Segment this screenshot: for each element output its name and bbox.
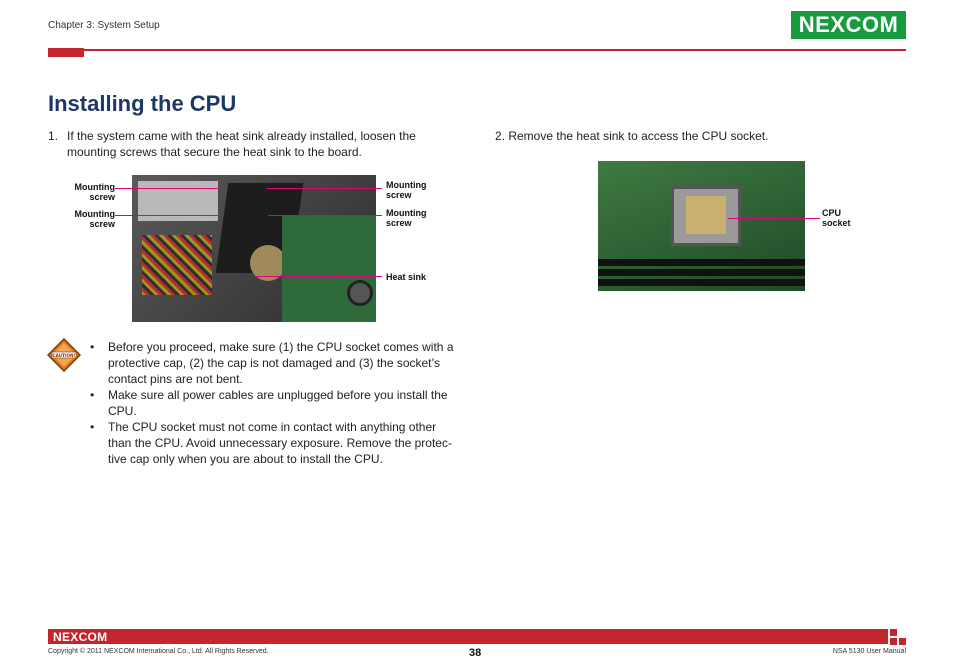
step-1-number: 1.: [48, 129, 59, 143]
page-title: Installing the CPU: [48, 91, 237, 116]
footer-logo: NEXCOM: [53, 630, 108, 644]
callout-mounting-screw-right-top: Mounting screw: [386, 180, 427, 200]
callout-line: [728, 218, 820, 219]
copyright: Copyright © 2011 NEXCOM International Co., Ltd. All Rights Reserved.: [48, 648, 269, 655]
logo-text: NEXCOM: [798, 12, 899, 37]
nexcom-logo: [791, 11, 906, 39]
callout-mounting-screw-left-top: Mounting screw: [74, 182, 115, 202]
callout-line: [266, 188, 382, 189]
manual-name: NSA 5130 User Manual: [832, 648, 906, 655]
footer-bar: [48, 629, 888, 644]
callout-line: [115, 215, 221, 216]
footer-square: [890, 638, 897, 645]
header-rule: [84, 49, 906, 51]
heat-sink-photo: [132, 175, 376, 322]
callout-cpu-socket: CPU socket: [822, 208, 851, 228]
list-item: • Make sure all power cables are unplugged before you install the CPU.: [90, 388, 448, 418]
callout-line: [268, 215, 382, 216]
step-1: [48, 128, 448, 160]
list-item: • The CPU socket must not come in contact with anything other than the CPU. Avoid unnecessary exposure. Remove the protec-tive cap only when you are about to install the CPU.: [90, 420, 452, 466]
caution-sign-icon: [47, 338, 81, 372]
step-2-text: 2. Remove the heat sink to access the CPU socket.: [495, 129, 769, 143]
caution-list: [90, 339, 460, 467]
list-item: • Before you proceed, make sure (1) the CPU socket comes with a protective cap, (2) the cap is not damaged and (3) the socket’s contact pins are not bent.: [90, 340, 454, 386]
step-1-text: If the system came with the heat sink already installed, loosen the mounting screws that secure the heat sink to the board.: [67, 129, 416, 159]
caution-label: CAUTION!: [52, 352, 76, 358]
page-number: 38: [469, 647, 482, 659]
callout-line: [115, 188, 218, 189]
callout-heat-sink: Heat sink: [386, 272, 427, 282]
chapter-label: Chapter 3: System Setup: [48, 20, 160, 31]
footer-square: [899, 638, 906, 645]
callout-line: [255, 276, 382, 277]
callout-mounting-screw-right-bottom: Mounting screw: [386, 208, 427, 228]
cpu-socket-photo: [598, 161, 805, 291]
callout-mounting-screw-left-bottom: Mounting screw: [74, 209, 115, 229]
footer-square: [890, 629, 897, 636]
header-accent-block: [48, 48, 84, 57]
